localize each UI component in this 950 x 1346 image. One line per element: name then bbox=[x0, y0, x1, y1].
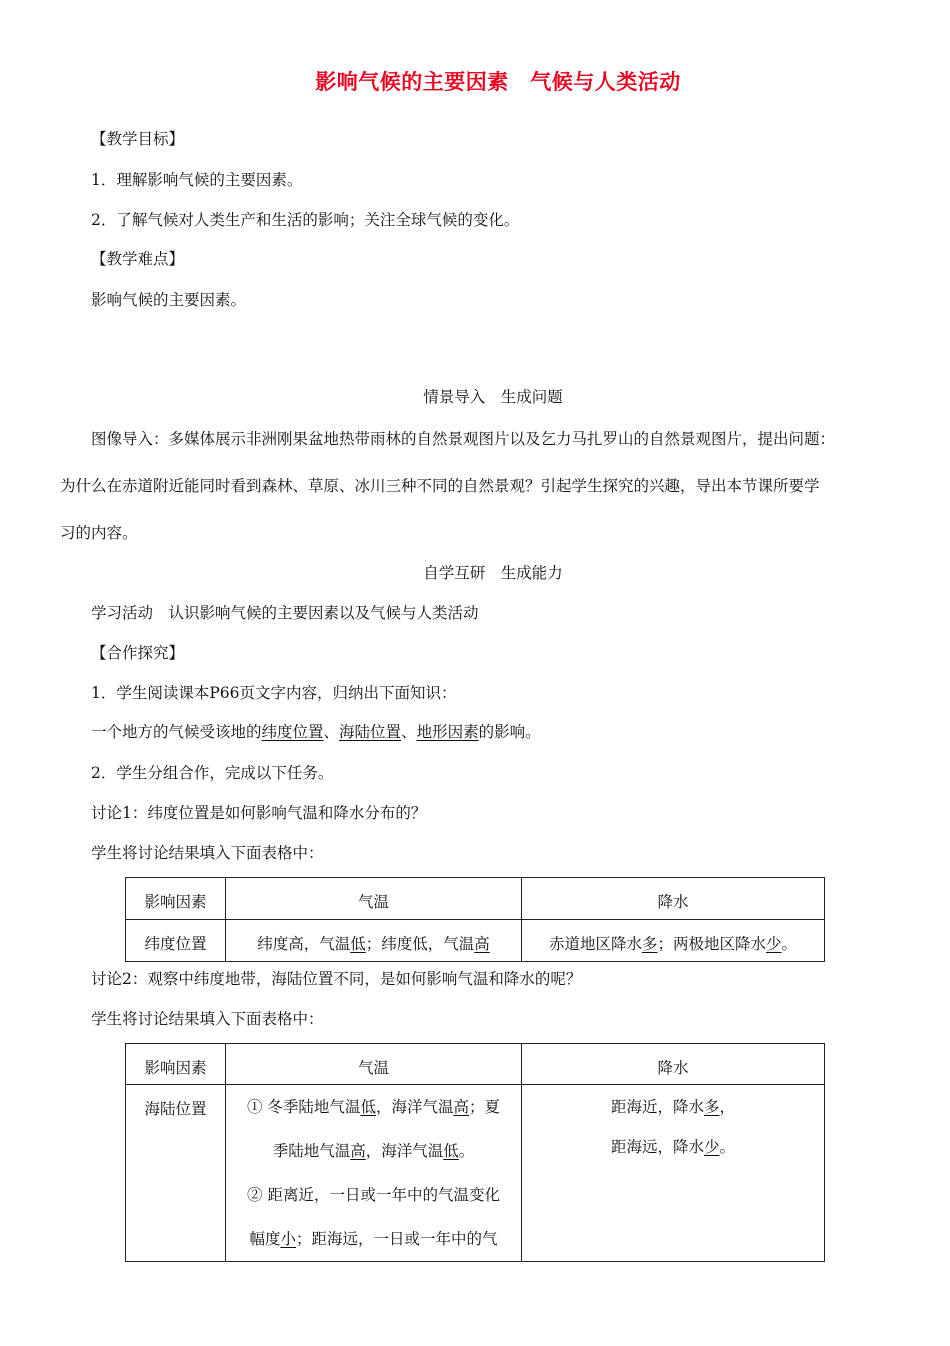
coop-heading: 【合作探究】 bbox=[91, 644, 185, 662]
table1-header-precip: 降水 bbox=[522, 878, 825, 920]
table2-row-label: 海陆位置 bbox=[126, 1085, 226, 1262]
section-heading-self-study: 自学互研 生成能力 bbox=[423, 564, 563, 582]
goal-item-2: 2．了解气候对人类生产和生活的影响；关注全球气候的变化。 bbox=[91, 211, 520, 229]
difficulty-heading: 【教学难点】 bbox=[91, 250, 185, 268]
section-heading-intro: 情景导入 生成问题 bbox=[423, 388, 563, 406]
table1-precip-cell: 赤道地区降水多；两极地区降水少。 bbox=[522, 920, 825, 962]
table1-temp-cell: 纬度高，气温低；纬度低，气温高 bbox=[226, 920, 522, 962]
discussion-2: 讨论2：观察中纬度地带，海陆位置不同，是如何影响气温和降水的呢？ bbox=[91, 970, 582, 988]
table2-temp-line-2: 季陆地气温高，海洋气温低。 bbox=[272, 1142, 475, 1160]
fill-instruction-2: 学生将讨论结果填入下面表格中： bbox=[91, 1010, 324, 1028]
table1-header-factor: 影响因素 bbox=[126, 878, 226, 920]
table1-header-temp: 气温 bbox=[226, 878, 522, 920]
table2-temp-line-1: ① 冬季陆地气温低，海洋气温高；夏 bbox=[247, 1098, 500, 1116]
table2-header-precip: 降水 bbox=[522, 1044, 825, 1085]
page-title: 影响气候的主要因素 气候与人类活动 bbox=[315, 70, 681, 94]
factor-land-sea: 海陆位置 bbox=[339, 723, 402, 741]
table2-header-temp: 气温 bbox=[226, 1044, 522, 1085]
table2-header-factor: 影响因素 bbox=[126, 1044, 226, 1085]
goals-heading: 【教学目标】 bbox=[91, 130, 185, 148]
difficulty-text: 影响气候的主要因素。 bbox=[91, 291, 247, 309]
land-sea-table bbox=[125, 1043, 825, 1262]
factors-sentence: 一个地方的气候受该地的纬度位置、海陆位置、地形因素的影响。 bbox=[91, 723, 541, 741]
intro-paragraph-line-1: 图像导入：多媒体展示非洲刚果盆地热带雨林的自然景观图片以及乞力马扎罗山的自然景观图片，提出问题： bbox=[91, 430, 836, 448]
latitude-table bbox=[125, 877, 825, 962]
factor-latitude: 纬度位置 bbox=[261, 723, 324, 741]
table2-temp-line-3: ② 距离近，一日或一年中的气温变化 bbox=[247, 1186, 500, 1204]
intro-paragraph-line-2: 为什么在赤道附近能同时看到森林、草原、冰川三种不同的自然景观？引起学生探究的兴趣，导出本节课所要学 bbox=[60, 477, 820, 495]
table2-precip-line-1: 距海近，降水多， bbox=[610, 1098, 736, 1116]
discussion-1: 讨论1：纬度位置是如何影响气温和降水分布的？ bbox=[91, 804, 427, 822]
factor-terrain: 地形因素 bbox=[416, 723, 479, 741]
table2-temp-line-4: 幅度小；距海远，一日或一年中的气 bbox=[249, 1230, 498, 1248]
step-2: 2．学生分组合作，完成以下任务。 bbox=[91, 764, 334, 782]
goal-item-1: 1．理解影响气候的主要因素。 bbox=[91, 171, 303, 189]
intro-paragraph-line-3: 习的内容。 bbox=[60, 524, 138, 542]
table2-precip-cell bbox=[522, 1085, 825, 1262]
table2-precip-line-2: 距海远，降水少。 bbox=[610, 1138, 736, 1156]
table1-row-label: 纬度位置 bbox=[126, 920, 226, 962]
step-1: 1．学生阅读课本P66页文字内容，归纳出下面知识： bbox=[91, 684, 457, 702]
fill-instruction-1: 学生将讨论结果填入下面表格中： bbox=[91, 844, 324, 862]
learning-activity: 学习活动 认识影响气候的主要因素以及气候与人类活动 bbox=[91, 604, 479, 622]
table2-temp-cell bbox=[226, 1085, 522, 1262]
